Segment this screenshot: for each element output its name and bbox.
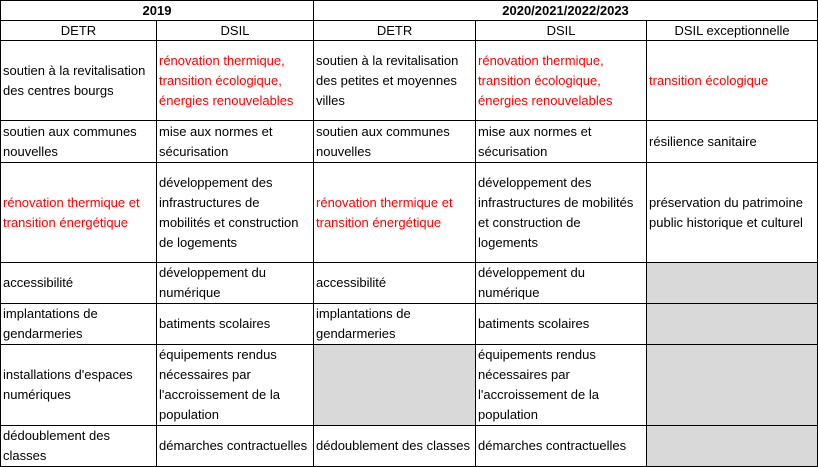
cell-detr-2019: accessibilité (1, 263, 157, 304)
table-row (1, 163, 818, 263)
cell-dsil-2019: démarches contractuelles (157, 426, 314, 467)
col-detr-2020: DETR (314, 21, 476, 41)
col-dsil-2020: DSIL (476, 21, 647, 41)
year-header-row (1, 1, 818, 21)
cell-detr-2020: accessibilité (314, 263, 476, 304)
cell-detr-2019: dédoublement des classes (1, 426, 157, 467)
cell-dsil-exceptionnelle: transition écologique (647, 41, 818, 121)
cell-dsil-exceptionnelle: résilience sanitaire (647, 121, 818, 163)
cell-dsil-2020: batiments scolaires (476, 304, 647, 345)
cell-dsil-2020: développement du numérique (476, 263, 647, 304)
table-row (1, 121, 818, 163)
cell-detr-2019: soutien aux communes nouvelles (1, 121, 157, 163)
empty-cell (647, 426, 818, 467)
cell-detr-2019: soutien à la revitalisation des centres bourgs (1, 41, 157, 121)
cell-detr-2019: implantations de gendarmeries (1, 304, 157, 345)
cell-dsil-2020: développement des infrastructures de mobilités et construction de logements (476, 163, 647, 263)
empty-cell (314, 345, 476, 426)
cell-dsil-exceptionnelle: préservation du patrimoine public historique et culturel (647, 163, 818, 263)
table-row (1, 304, 818, 345)
cell-dsil-2020: rénovation thermique, transition écologique, énergies renouvelables (476, 41, 647, 121)
cell-detr-2020: dédoublement des classes (314, 426, 476, 467)
empty-cell (647, 345, 818, 426)
cell-dsil-2019: batiments scolaires (157, 304, 314, 345)
cell-dsil-2020: démarches contractuelles (476, 426, 647, 467)
col-dsil-2019: DSIL (157, 21, 314, 41)
cell-detr-2019: rénovation thermique et transition énergétique (1, 163, 157, 263)
cell-detr-2020: rénovation thermique et transition énergétique (314, 163, 476, 263)
table-row (1, 426, 818, 467)
table-row (1, 345, 818, 426)
cell-dsil-2019: rénovation thermique, transition écologique, énergies renouvelables (157, 41, 314, 121)
header-year-2019: 2019 (1, 1, 314, 21)
col-dsil-exceptionnelle: DSIL exceptionnelle (647, 21, 818, 41)
column-header-row (1, 21, 818, 41)
empty-cell (647, 304, 818, 345)
cell-dsil-2019: équipements rendus nécessaires par l'accroissement de la population (157, 345, 314, 426)
col-detr-2019: DETR (1, 21, 157, 41)
cell-dsil-2020: mise aux normes et sécurisation (476, 121, 647, 163)
cell-dsil-2020: équipements rendus nécessaires par l'accroissement de la population (476, 345, 647, 426)
cell-dsil-2019: développement des infrastructures de mobilités et construction de logements (157, 163, 314, 263)
header-year-2020-2023: 2020/2021/2022/2023 (314, 1, 818, 21)
cell-detr-2020: soutien aux communes nouvelles (314, 121, 476, 163)
table-row (1, 41, 818, 121)
empty-cell (647, 263, 818, 304)
table-row (1, 263, 818, 304)
cell-detr-2020: implantations de gendarmeries (314, 304, 476, 345)
cell-detr-2020: soutien à la revitalisation des petites et moyennes villes (314, 41, 476, 121)
cell-detr-2019: installations d'espaces numériques (1, 345, 157, 426)
cell-dsil-2019: développement du numérique (157, 263, 314, 304)
cell-dsil-2019: mise aux normes et sécurisation (157, 121, 314, 163)
